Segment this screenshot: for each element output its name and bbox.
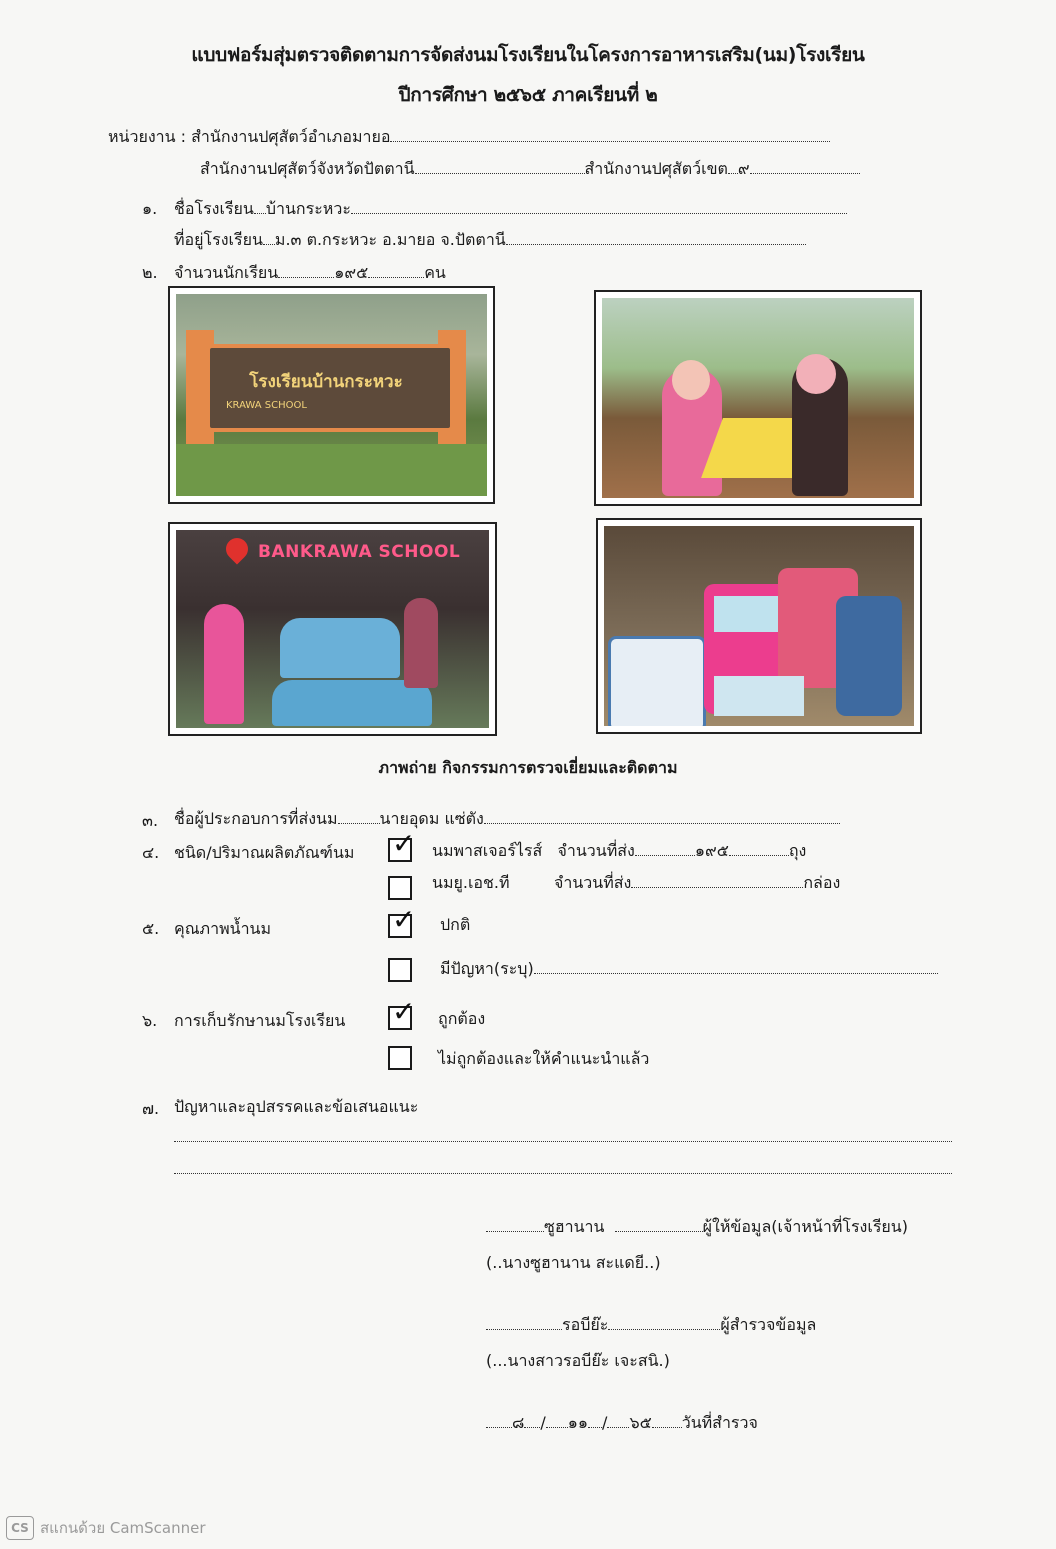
item2-number: ๒. [142, 263, 158, 282]
storage-incorrect-checkbox[interactable] [388, 1046, 412, 1070]
students-unit: คน [424, 263, 446, 282]
date-day: ๘ [512, 1413, 525, 1432]
item7-label: ปัญหาและอุปสรรคและข้อเสนอแนะ [174, 1097, 419, 1116]
surveyor-role: ผู้สำรวจข้อมูล [720, 1315, 817, 1334]
students-line [174, 262, 446, 284]
pasteurized-qty-label: จำนวนที่ส่ง [557, 841, 635, 860]
quality-problem-checkbox[interactable] [388, 958, 412, 982]
address-label: ที่อยู่โรงเรียน [174, 230, 263, 249]
photo-inspection [594, 290, 922, 506]
item6-number: ๖. [142, 1011, 158, 1030]
camscanner-logo: CS [6, 1516, 34, 1540]
item7-number: ๗. [142, 1099, 160, 1118]
district-office: สำนักงานปศุสัตว์อำเภอมายอ [191, 127, 391, 146]
check-mark-icon: ✓ [392, 903, 416, 936]
check-mark-icon: ✓ [392, 827, 416, 860]
photo-students [168, 522, 497, 736]
pasteurized-checkbox[interactable] [388, 827, 416, 862]
camscanner-watermark [6, 1516, 206, 1540]
date-label: วันที่สำรวจ [681, 1413, 758, 1432]
check-mark-icon: ✓ [392, 995, 416, 1028]
uht-checkbox[interactable] [388, 876, 412, 900]
item4-number: ๔. [142, 843, 160, 862]
quality-normal-checkbox[interactable] [388, 903, 416, 938]
storage-incorrect-label: ไม่ถูกต้องและให้คำแนะนำแล้ว [438, 1049, 650, 1068]
item5-label: คุณภาพน้ำนม [174, 919, 272, 938]
school-name-line [174, 198, 847, 220]
supplier-value: นายอุดม แซ่ตัง [379, 809, 484, 828]
pasteurized-unit: ถุง [788, 841, 807, 860]
surveyor-name: (...นางสาวรอบีย๊ะ เจะสนิ.) [486, 1351, 670, 1370]
informant-signature-line [486, 1216, 908, 1238]
address-value: ม.๓ ต.กระหวะ อ.มายอ จ.ปัตตานี [274, 230, 506, 249]
pasteurized-label: นมพาสเจอร์ไรส์ [432, 841, 543, 860]
pasteurized-qty: ๑๙๕ [694, 841, 729, 860]
comment-line-1 [174, 1140, 952, 1142]
item6-label: การเก็บรักษานมโรงเรียน [174, 1011, 346, 1030]
informant-role: ผู้ให้ข้อมูล(เจ้าหน้าที่โรงเรียน) [702, 1217, 908, 1236]
supplier-label: ชื่อผู้ประกอบการที่ส่งนม [174, 809, 338, 828]
uht-line [432, 872, 840, 894]
photo-school-sign [168, 286, 495, 504]
uht-qty-label: จำนวนที่ส่ง [554, 873, 632, 892]
students-value: ๑๙๕ [334, 263, 369, 282]
agency-label: หน่วยงาน : [108, 127, 187, 146]
camscanner-text: สแกนด้วย CamScanner [40, 1519, 206, 1537]
school-sign-subtext: KRAWA SCHOOL [226, 400, 307, 411]
supplier-line [174, 808, 840, 830]
school-label: ชื่อโรงเรียน [174, 199, 254, 218]
province-office: สำนักงานปศุสัตว์จังหวัดปัตตานี [200, 159, 415, 178]
item3-number: ๓. [142, 811, 159, 830]
photo-caption: ภาพถ่าย กิจกรรมการตรวจเยี่ยมและติดตาม [378, 758, 678, 777]
quality-problem-line [440, 958, 938, 980]
quality-normal-label: ปกติ [440, 915, 471, 934]
school-value: บ้านกระหวะ [265, 199, 351, 218]
surveyor-sign: รอบีย๊ะ [562, 1315, 609, 1334]
storage-correct-checkbox[interactable] [388, 995, 416, 1030]
item4-label: ชนิด/ปริมาณผลิตภัณฑ์นม [174, 843, 355, 862]
item1-number: ๑. [142, 199, 158, 218]
region-label: สำนักงานปศุสัตว์เขต [584, 159, 728, 178]
uht-unit: กล่อง [803, 873, 841, 892]
school-sign-text: โรงเรียนบ้านกระหวะ [249, 372, 403, 392]
uht-label: นมยู.เอช.ที [432, 873, 510, 892]
date-year: ๖๕ [629, 1413, 652, 1432]
form-title: แบบฟอร์มสุ่มตรวจติดตามการจัดส่งนมโรงเรียนในโครงการอาหารเสริม(นม)โรงเรียน [191, 44, 865, 66]
quality-problem-label: มีปัญหา(ระบุ) [440, 959, 534, 978]
date-month: ๑๑ [567, 1413, 589, 1432]
agency-line [108, 126, 830, 148]
students-label: จำนวนนักเรียน [174, 263, 279, 282]
province-line [200, 158, 860, 180]
photo-milk-storage [596, 518, 922, 734]
location-pin-icon [221, 533, 252, 564]
region-value: ๙ [737, 159, 750, 178]
comment-line-2 [174, 1172, 952, 1174]
informant-sign: ซูฮานาน [544, 1217, 605, 1236]
pasteurized-line [432, 840, 806, 862]
item5-number: ๕. [142, 919, 160, 938]
survey-date-line: ๘ / ๑๑ / ๖๕ วันที่สำรวจ [486, 1412, 758, 1434]
surveyor-signature-line [486, 1314, 816, 1336]
storage-correct-label: ถูกต้อง [438, 1009, 486, 1028]
banner-text: BANKRAWA SCHOOL [258, 542, 461, 562]
informant-name: (..นางซูฮานาน สะแดยี..) [486, 1253, 661, 1272]
form-subtitle: ปีการศึกษา ๒๕๖๕ ภาคเรียนที่ ๒ [398, 84, 658, 106]
school-address-line [174, 229, 806, 251]
